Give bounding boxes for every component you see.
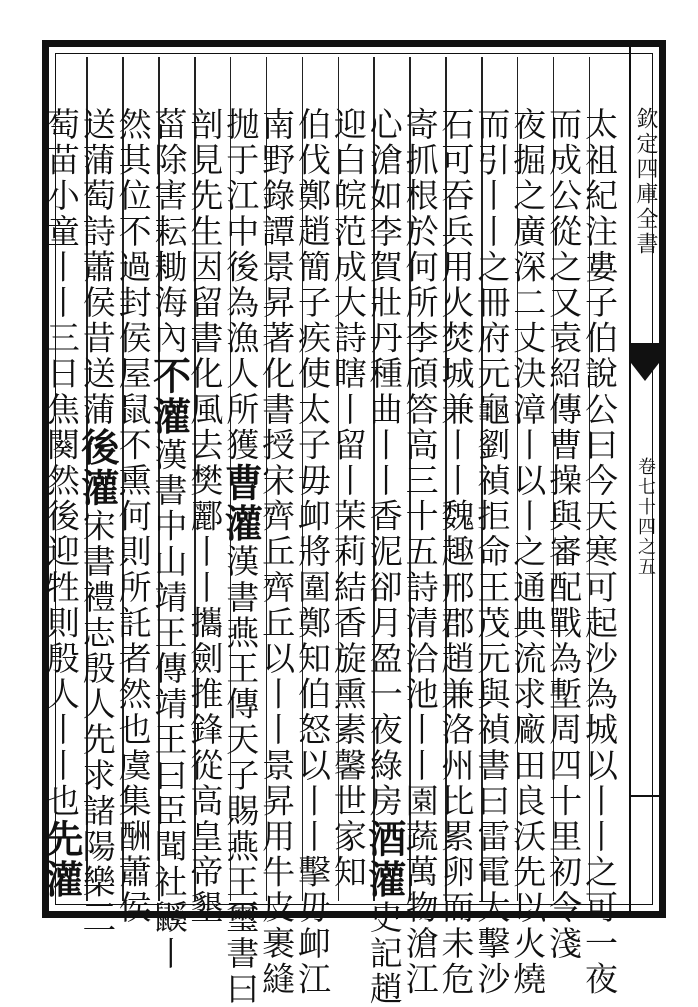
text-column — [472, 107, 518, 997]
column-text: 史記趙 — [364, 900, 404, 1007]
column-text: 然其位不過封侯 — [113, 107, 153, 357]
column-text: 而引丨丨之冊府元龜劉禎拒命王茂元與禎書曰雷電大擊沙 — [472, 107, 512, 997]
column-text: 心滄如李賀壯丹種曲丨丨香泥卻月盈一夜綠房 — [364, 107, 404, 819]
column-text: 闋然後迎牲則殷人丨丨也 — [41, 427, 81, 820]
text-column — [328, 107, 374, 947]
column-text: 迎白皖范成大詩瞎丨留丨茉莉結香旋熏素馨 — [328, 107, 368, 784]
text-column — [361, 107, 410, 1007]
column-text: 漢書燕王傳天子賜燕王璽書曰 — [221, 544, 261, 1007]
text-column — [400, 107, 446, 997]
text-column — [185, 107, 231, 947]
text-column — [293, 107, 338, 997]
column-text: 宋書禮志殷人先求諸陽樂三 — [77, 508, 117, 936]
column-text: 樊酈丨丨攜劍推鋒從高皇帝墾 — [185, 463, 225, 926]
text-column — [580, 107, 625, 997]
banxin-strip — [629, 47, 659, 911]
entry-headword: 後灌 — [74, 427, 120, 509]
column-text: 石可吞兵用火焚城兼丨丨魏趣邢郡趙兼洛州比累卵而未危 — [436, 107, 476, 997]
text-column — [257, 107, 302, 997]
column-text: 送蒲萄詩蕭侯昔送蒲 — [77, 107, 117, 428]
book-title: 欽定四庫全書 — [633, 107, 658, 257]
column-text: 剖見先生因留書化風去 — [185, 107, 225, 463]
entry-headword: 酒灌 — [361, 819, 407, 901]
text-column — [113, 107, 159, 947]
fish-tail-mark — [631, 343, 659, 363]
column-text: 菑除害耘耡海內 — [149, 107, 189, 357]
column-text: 而成公從之又袁紹傳曹操與審配戰為塹周四十里初令淺 — [544, 107, 584, 962]
entry-headword: 曹灌 — [218, 463, 264, 545]
column-text: 世家知 — [328, 783, 368, 891]
column-text: 抛于江中後為漁人所獲 — [221, 107, 261, 463]
banxin-divider — [631, 795, 659, 797]
text-column — [38, 107, 87, 947]
text-column — [218, 107, 266, 1007]
column-text: 南野錄譚景昇著化書授宋齊丘齊丘以丨丨景昇用牛皮裹縫 — [257, 107, 297, 997]
column-text: 寄抓根於何所李頎答高三十五詩清洽池丨丨園蔬萬物滄江 — [400, 107, 440, 997]
column-text: 太祖紀注婁子伯說公曰今天寒可起沙為城以丨丨之可一夜 — [580, 107, 619, 997]
entry-headword: 先灌 — [38, 819, 84, 901]
page-frame — [38, 40, 666, 1007]
column-text: 屋鼠不熏何則所託者然也虞集酬蕭侯 — [113, 356, 153, 926]
text-column — [544, 107, 589, 962]
entry-headword: 不灌 — [146, 356, 192, 438]
text-column — [436, 107, 482, 997]
column-text: 夜掘之廣深二丈決漳丨以丨之通典流求廠田良沃先以火燒 — [508, 107, 548, 997]
column-text: 漢書中山靖王傳靖王曰臣聞社鼷丨 — [149, 437, 189, 972]
column-text: 萄苗小童丨丨三日焦 — [41, 107, 81, 428]
column-text: 伯伐鄭趙簡子疾使太子毋卹將圍鄭知伯怒以丨丨擊毋卹江 — [293, 107, 332, 997]
text-column — [74, 107, 123, 947]
text-column — [146, 107, 195, 972]
text-column — [508, 107, 553, 997]
fish-tail-point — [631, 363, 659, 381]
volume-label: 卷七十四之五 — [635, 457, 656, 577]
